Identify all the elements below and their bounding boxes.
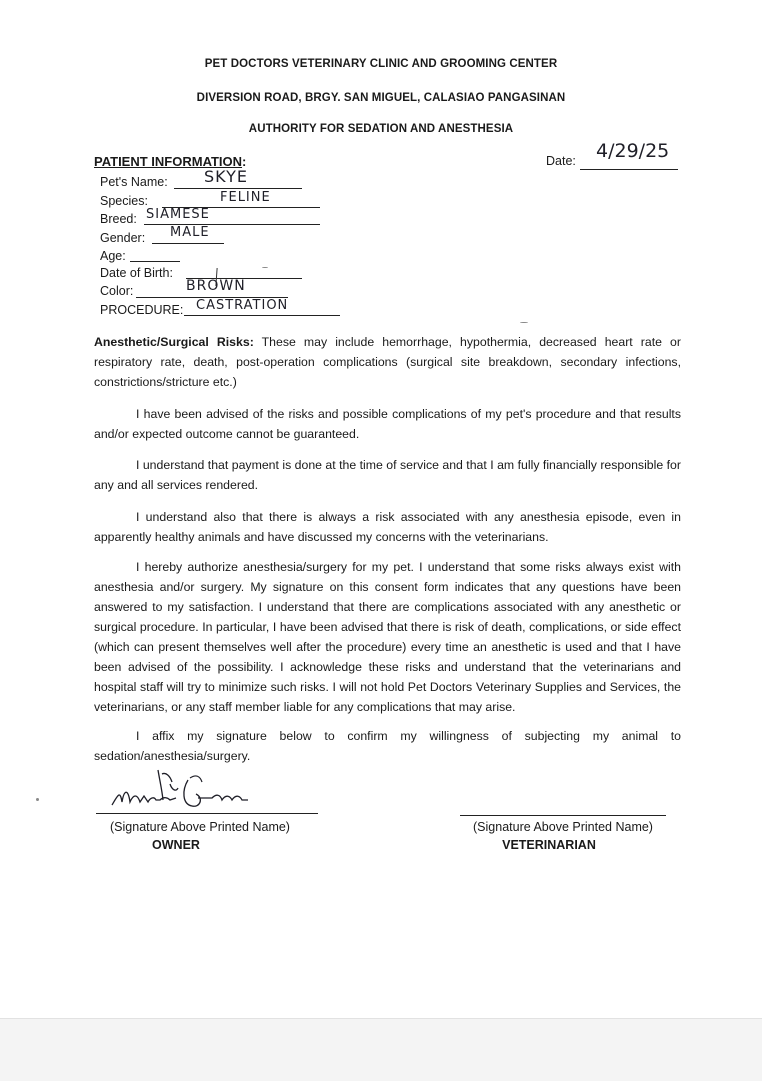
owner-signature-caption: (Signature Above Printed Name) [110,820,290,834]
payment-paragraph [94,455,681,495]
affix-text: I affix my signature below to confirm my willingness of subjecting my animal to sedation/anesthesia/surgery. [94,729,681,763]
dob-label: Date of Birth: [100,266,173,280]
gender-label: Gender: [100,231,146,245]
species-value: FELINE [220,190,271,205]
procedure-label: PROCEDURE: [100,303,184,317]
breed-value: SIAMESE [146,207,210,222]
vet-role-label: VETERINARIAN [502,838,596,852]
authorization-text: I hereby authorize anesthesia/surgery for my pet. I understand that some risks always exist with anesthesia and/or surgery. My signature on this consent form indicates that any questions have been answered to my satisfaction. I understand that there are complications associated with any anesthetic or surgical procedure. In particular, I have been advised that there is risk of death, complications, or side effect (which can present themselves well after the procedure) every time an anesthetic is used and that I have been advised of the possibility. I acknowledge these risks and understand that the veterinarians and hospital staff will try to minimize such risks. I will not hold Pet Doctors Veterinary Supplies and Services, the veterinarians, or any staff member liable for any complications that may arise. [94,560,681,714]
pet-name-line [174,188,302,189]
owner-role-label: OWNER [152,838,200,852]
owner-signature [100,760,300,820]
pet-name-label: Pet's Name: [100,175,168,189]
vet-signature-caption: (Signature Above Printed Name) [473,820,653,834]
payment-text: I understand that payment is done at the time of service and that I am fully financially responsible for any and all services rendered. [94,458,681,492]
scan-bottom-edge [0,1018,762,1081]
vet-signature-line [460,815,666,816]
pet-name-value: SKYE [204,167,248,186]
advised-paragraph [94,404,681,444]
scan-speck [262,267,268,268]
anesthesia-risk-paragraph [94,507,681,547]
species-label: Species: [100,194,148,208]
risks-paragraph [94,332,681,392]
clinic-name: PET DOCTORS VETERINARY CLINIC AND GROOMING CENTER [204,58,558,70]
patient-info-label: PATIENT INFORMATION [94,154,243,169]
anesthesia-risk-text: I understand also that there is always a risk associated with any anesthesia episode, even in apparently healthy animals and have discussed my concerns with the veterinarians. [94,510,681,544]
advised-text: I have been advised of the risks and possible complications of my pet's procedure and that results and/or expected outcome cannot be guaranteed. [94,407,681,441]
date-label: Date: [546,154,576,168]
age-line [130,261,180,262]
risks-text: These may include hemorrhage, hypothermia, decreased heart rate or respiratory rate, death, post-operation complications (surgical site breakdown, secondary infections, constrictions/stricture etc.) [94,335,681,389]
scan-speck [36,798,39,801]
date-value: 4/29/25 [596,140,670,162]
age-label: Age: [100,249,126,263]
patient-info-colon: : [242,154,247,169]
procedure-value: CASTRATION [196,298,289,313]
clinic-address: DIVERSION ROAD, BRGY. SAN MIGUEL, CALASIAO PANGASINAN [196,92,566,104]
scan-speck [520,322,528,323]
risks-label: Anesthetic/Surgical Risks: [94,335,254,349]
date-line [580,169,678,170]
procedure-line [184,315,340,316]
color-value: BROWN [186,278,246,294]
owner-signature-line [96,813,318,814]
gender-line [152,243,224,244]
form-title: AUTHORITY FOR SEDATION AND ANESTHESIA [248,123,514,135]
authorization-paragraph [94,557,681,717]
gender-value: MALE [170,225,210,240]
breed-label: Breed: [100,212,137,226]
color-label: Color: [100,284,134,298]
